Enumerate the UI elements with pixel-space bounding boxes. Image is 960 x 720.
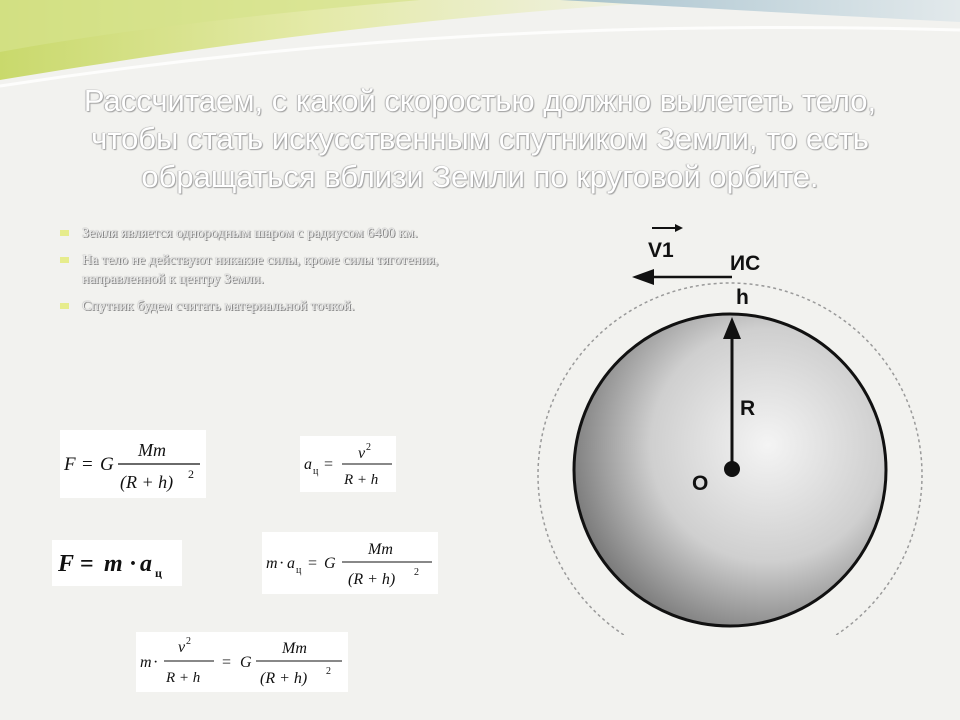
formula-numerator: Mm [282,640,307,657]
formula-symbol: G [100,454,114,475]
formula-exponent: 2 [188,467,194,481]
formula-symbol: · [129,551,138,577]
velocity-label: V1 [648,239,674,262]
formula-symbol: · [279,555,285,572]
formula-symbol: a [287,555,295,572]
formula-exponent: 2 [414,567,419,578]
center-point [724,461,740,477]
formula-newton-second-law [52,540,182,586]
formula-centripetal-acceleration [300,436,396,492]
list-item: Земля является однородным шаром с радиусом 6400 км. [58,224,458,243]
formula-symbol: = [80,551,94,577]
formula-symbol: = [324,456,334,473]
formula-symbol: · [153,654,159,671]
formula-numerator: Mm [138,440,166,460]
formula-symbol: = [308,555,318,572]
formula-gravity-force [60,430,206,498]
formula-subscript: ц [313,466,319,477]
formula-exponent: 2 [186,636,191,647]
formula-denominator: (R + h) [348,571,396,588]
formula-exponent: 2 [366,442,371,453]
list-item: Спутник будем считать материальной точкой. [58,297,458,316]
formula-symbol: = [222,654,232,671]
formula-exponent: 2 [326,666,331,677]
formula-symbol: a [304,456,312,473]
formula-symbol: m [266,555,278,572]
formula-denominator: R + h [166,670,201,686]
formula-symbol: G [324,555,336,572]
header-decoration [0,0,960,90]
formula-denominator: R + h [344,472,379,488]
formula-denominator: (R + h) [260,670,308,687]
velocity-arrowhead [632,269,654,285]
formula-numerator: v [178,639,186,656]
formula-symbol: = [82,454,93,475]
formula-orbital-velocity [136,632,348,692]
formula-symbol: F [58,551,75,577]
orbit-diagram [520,215,940,635]
formula-symbol: F [64,454,76,475]
formula-numerator: Mm [368,541,393,558]
formula-combined [262,532,438,594]
vector-bar-head [675,224,683,232]
slide-title: Рассчитаем, с какой скоростью должно вылететь тело, чтобы стать искусственным спутником Земли, то есть обращаться вблизи Земли по круговой орбите. [83,83,877,194]
formula-subscript: ц [296,565,302,576]
height-label: h [736,286,749,309]
satellite-label: ИС [730,252,761,275]
formula-symbol: m [104,551,123,577]
radius-label: R [740,397,756,420]
formula-symbol: G [240,654,252,671]
list-item: На тело не действуют никакие силы, кроме силы тяготения, направленной к центру Земли. [58,251,458,289]
formula-symbol: a [140,551,152,577]
formula-denominator: (R + h) [120,472,174,492]
formula-symbol: m [140,654,152,671]
formula-subscript: ц [155,566,162,580]
formula-numerator: v [358,445,366,462]
assumption-list [58,224,458,324]
center-label: O [692,472,709,495]
